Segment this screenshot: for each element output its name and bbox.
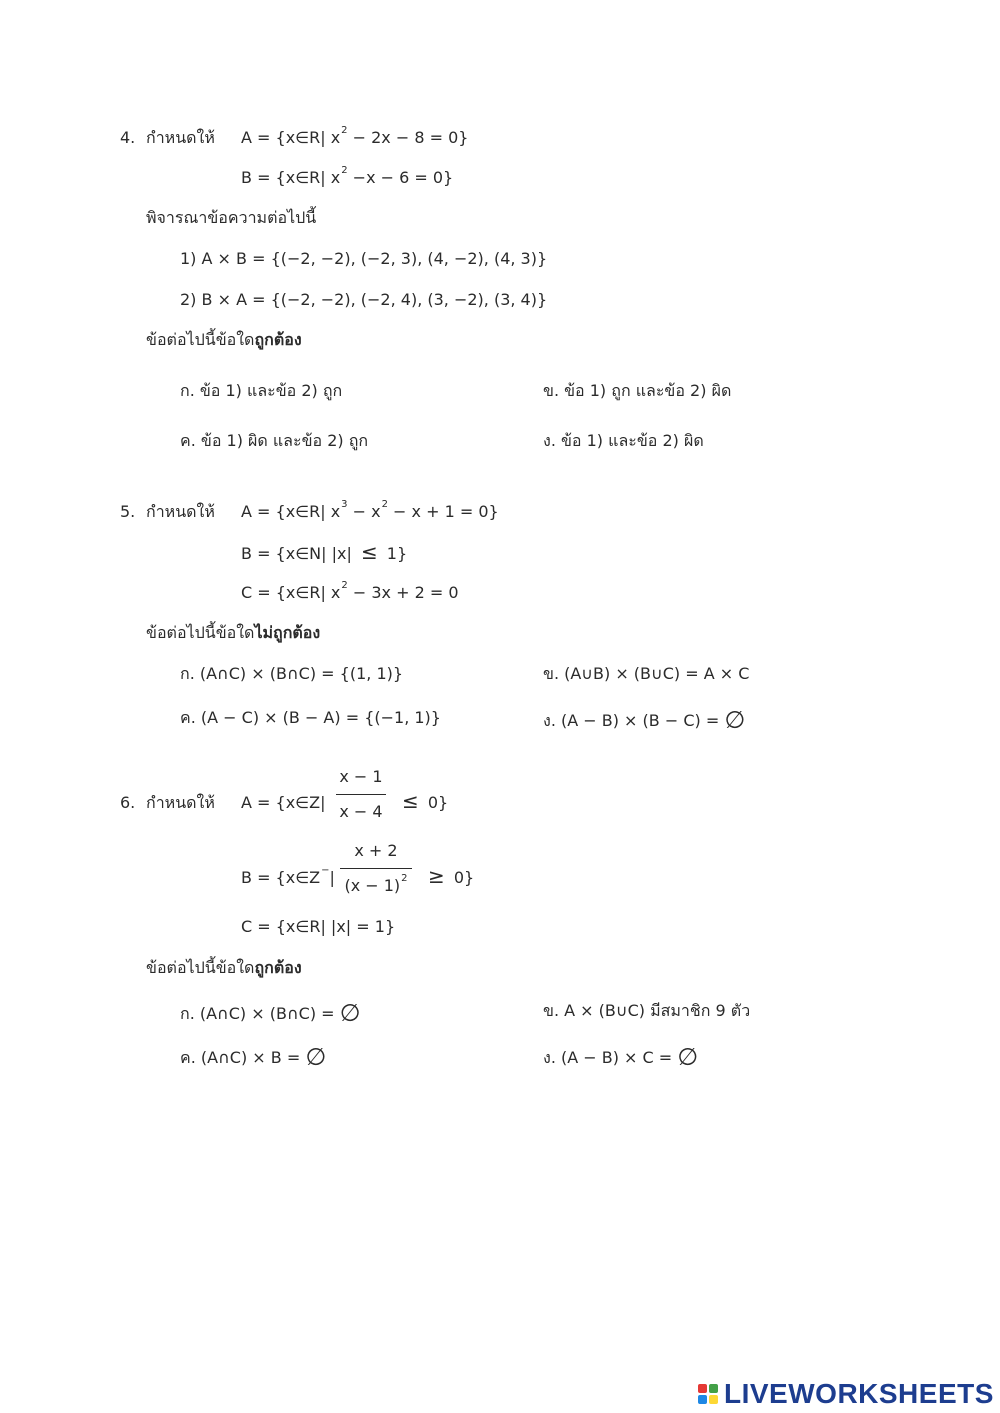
q4-option-c[interactable]: ค. ข้อ 1) ผิด และข้อ 2) ถูก (180, 431, 369, 450)
q5-set-c: C = {x∈R| $x^2 - 3x + 2 = 0$ (241, 580, 459, 602)
q5-option-a[interactable]: ก. (A∩C) × (B∩C) = {(1, 1)} (180, 664, 404, 683)
q6-option-a[interactable]: ก. (A∩C) × (B∩C) = ∅ (180, 999, 361, 1027)
empty-set-icon: ∅ (339, 999, 361, 1027)
q5-number: 5. (120, 502, 136, 521)
q4-given: กำหนดให้ (146, 128, 215, 147)
q4-question: ข้อต่อไปนี้ข้อใดถูกต้อง (146, 330, 302, 349)
q4-number: 4. (120, 128, 136, 147)
logo-text: LIVEWORKSHEETS (724, 1378, 994, 1409)
q5-option-b[interactable]: ข. (A∪B) × (B∪C) = A × C (543, 664, 750, 683)
q4-option-a[interactable]: ก. ข้อ 1) และข้อ 2) ถูก (180, 381, 343, 400)
q6-set-b-fraction: x + 2 $(x - 1)^2$ (340, 840, 412, 900)
q5-option-c[interactable]: ค. (A − C) × (B − A) = {(−1, 1)} (180, 708, 441, 727)
q4-set-b: B = {x∈R| $x^2 -x - 6 = 0$} (241, 165, 454, 187)
q6-question: ข้อต่อไปนี้ข้อใดถูกต้อง (146, 958, 302, 977)
q6-set-a-prefix: A = {x∈Z| (241, 793, 326, 812)
q4-set-a: A = {x∈R| $x^2 - 2x - 8 = 0$} (241, 125, 469, 147)
liveworksheets-logo (698, 1380, 994, 1408)
logo-square-2 (709, 1384, 718, 1393)
empty-set-icon: ∅ (724, 706, 746, 734)
q5-given: กำหนดให้ (146, 502, 215, 521)
q4-statement-2: 2) B × A = {(−2, −2), (−2, 4), (3, −2), (3, 4)} (180, 290, 548, 309)
logo-square-1 (698, 1384, 707, 1393)
q4-consider: พิจารณาข้อความต่อไปนี้ (146, 208, 317, 227)
q6-option-d[interactable]: ง. (A − B) × C = ∅ (543, 1043, 699, 1071)
q5-question: ข้อต่อไปนี้ข้อใดไม่ถูกต้อง (146, 623, 321, 642)
q4-option-d[interactable]: ง. ข้อ 1) และข้อ 2) ผิด (543, 431, 704, 450)
q4-statement-1: 1) A × B = {(−2, −2), (−2, 3), (4, −2), (4, 3)} (180, 249, 548, 268)
q5-option-d[interactable]: ง. (A − B) × (B − C) = ∅ (543, 706, 746, 734)
q6-given: กำหนดให้ (146, 793, 215, 812)
logo-square-4 (709, 1395, 718, 1404)
logo-square-3 (698, 1395, 707, 1404)
q6-set-c: C = {x∈R| |x| = 1} (241, 917, 396, 936)
empty-set-icon: ∅ (677, 1043, 699, 1071)
q6-set-b-suffix: ≥ 0} (428, 864, 475, 888)
q6-set-a-suffix: ≤ 0} (402, 789, 449, 813)
q6-option-b[interactable]: ข. A × (B∪C) มีสมาชิก 9 ตัว (543, 1001, 751, 1020)
q5-set-b: B = {x∈N| |x| ≤ 1} (241, 540, 408, 564)
q6-set-a-fraction: x − 1 x − 4 (336, 766, 386, 823)
logo-mark-icon (698, 1384, 718, 1404)
q4-option-b[interactable]: ข. ข้อ 1) ถูก และข้อ 2) ผิด (543, 381, 732, 400)
q6-option-c[interactable]: ค. (A∩C) × B = ∅ (180, 1043, 327, 1071)
q6-number: 6. (120, 793, 136, 812)
q5-set-a: A = {x∈R| $x^3 - x^2 - x + 1 = 0$} (241, 499, 499, 521)
q6-set-b-prefix: B = {x∈Z−| (241, 865, 335, 887)
empty-set-icon: ∅ (305, 1043, 327, 1071)
